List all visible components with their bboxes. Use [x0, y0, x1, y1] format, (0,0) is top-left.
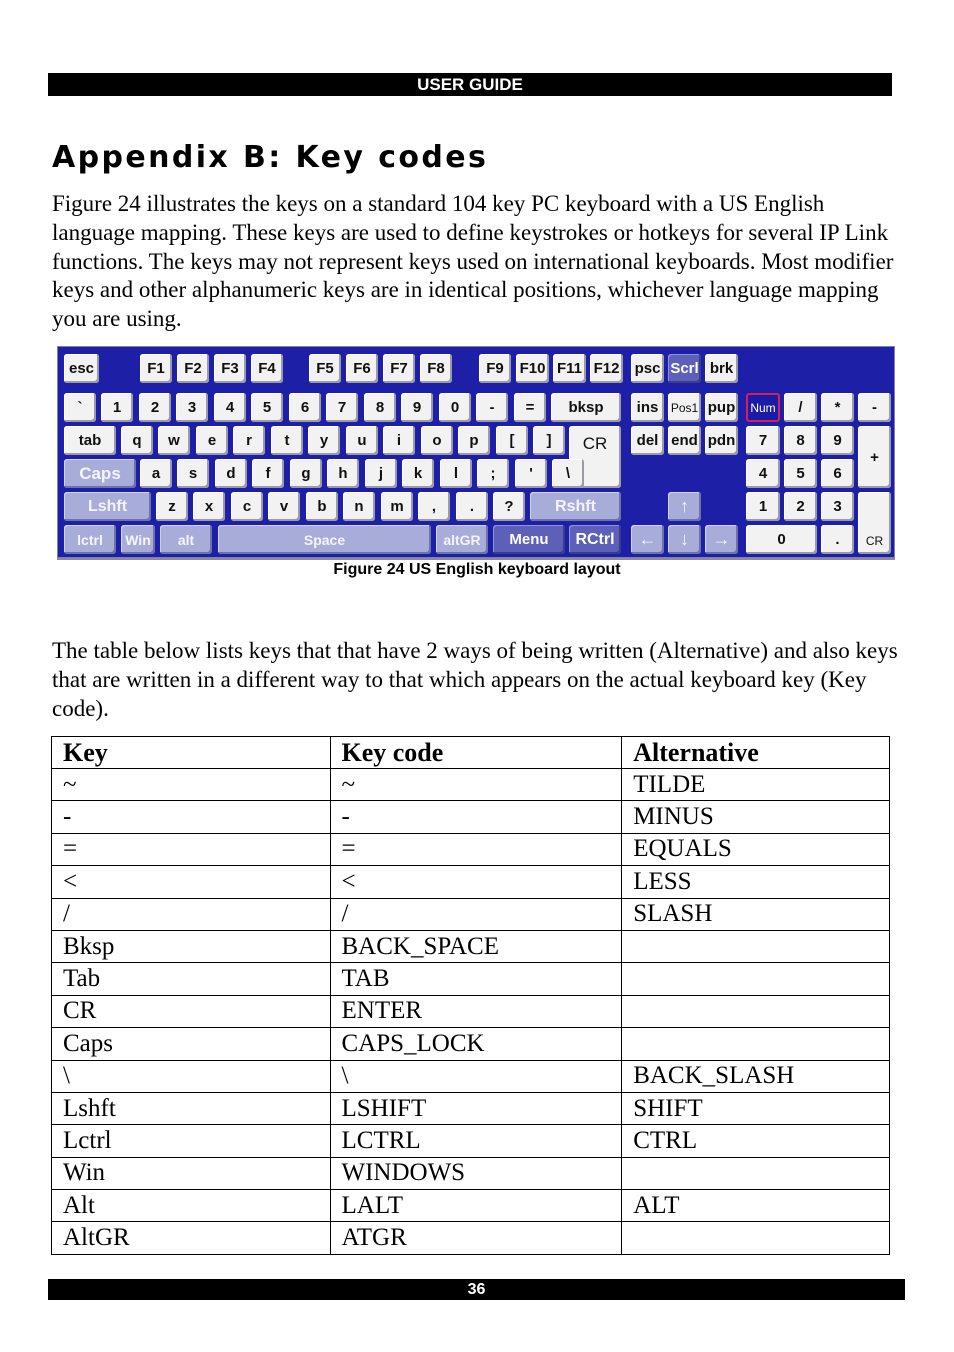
- key-f1: F1: [140, 354, 172, 383]
- cell-key: =: [52, 833, 331, 865]
- cell-key: Lctrl: [52, 1125, 331, 1157]
- cell-key-code: \: [330, 1060, 622, 1092]
- cell-key-code: CAPS_LOCK: [330, 1028, 622, 1060]
- cell-key: \: [52, 1060, 331, 1092]
- cell-key: Alt: [52, 1190, 331, 1222]
- cell-alternative: CTRL: [622, 1125, 890, 1157]
- key-numpad-2: 2: [784, 492, 817, 521]
- key-alt: alt: [160, 525, 212, 554]
- key-numpad-dot: .: [821, 525, 854, 554]
- key-codes-table: [51, 736, 890, 1255]
- cell-alternative: [622, 1028, 890, 1060]
- key-6: 6: [289, 393, 321, 422]
- figure-caption: Figure 24 US English keyboard layout: [333, 561, 621, 578]
- key-c: c: [231, 492, 263, 521]
- page-title: Appendix B: Key codes: [52, 140, 489, 175]
- key-caps: Caps: [64, 459, 136, 488]
- cell-alternative: SLASH: [622, 898, 890, 930]
- key-f: f: [252, 459, 284, 488]
- key-rbracket: ]: [533, 426, 565, 455]
- cell-alternative: [622, 930, 890, 962]
- key-d: d: [215, 459, 247, 488]
- cell-key-code: /: [330, 898, 622, 930]
- table-row: [52, 930, 890, 962]
- header-bar: [48, 73, 892, 96]
- key-j: j: [365, 459, 397, 488]
- key-numpad-plus: +: [858, 426, 891, 488]
- key-scrl: Scrl: [668, 354, 701, 383]
- key-1: 1: [101, 393, 133, 422]
- key-numpad-minus: -: [858, 393, 891, 422]
- table-row: [52, 833, 890, 865]
- key-9: 9: [401, 393, 433, 422]
- key-enter: CR: [569, 426, 621, 488]
- key-win: Win: [121, 525, 155, 554]
- key-7: 7: [326, 393, 358, 422]
- cell-alternative: [622, 963, 890, 995]
- key-numpad-3: 3: [821, 492, 854, 521]
- cell-key-code: WINDOWS: [330, 1157, 622, 1189]
- key-quote: ': [515, 459, 547, 488]
- key-z: z: [156, 492, 188, 521]
- key-numpad-4: 4: [746, 459, 780, 488]
- cell-key-code: <: [330, 866, 622, 898]
- key-8: 8: [364, 393, 396, 422]
- cell-key: <: [52, 866, 331, 898]
- header-key-code: Key code: [330, 737, 622, 769]
- key-altgr: altGR: [436, 525, 488, 554]
- key-f5: F5: [309, 354, 341, 383]
- cell-key-code: TAB: [330, 963, 622, 995]
- table-row: [52, 898, 890, 930]
- key-left-arrow-icon: ←: [631, 525, 664, 554]
- key-down-arrow-icon: ↓: [668, 525, 701, 554]
- cell-key: Win: [52, 1157, 331, 1189]
- table-header-row: [52, 737, 890, 769]
- key-q: q: [121, 426, 153, 455]
- table-row: [52, 866, 890, 898]
- key-e: e: [196, 426, 228, 455]
- key-s: s: [177, 459, 209, 488]
- key-pos1: Pos1: [668, 393, 701, 422]
- key-del: del: [631, 426, 664, 455]
- cell-key: Caps: [52, 1028, 331, 1060]
- key-3: 3: [176, 393, 208, 422]
- key-p: p: [458, 426, 490, 455]
- table-row: [52, 1125, 890, 1157]
- footer-bar: [48, 1279, 905, 1300]
- key-numpad-5: 5: [784, 459, 817, 488]
- table-row: [52, 801, 890, 833]
- key-lbracket: [: [496, 426, 528, 455]
- key-numpad-9: 9: [821, 426, 854, 455]
- key-space: Space: [218, 525, 431, 554]
- cell-alternative: ALT: [622, 1190, 890, 1222]
- table-row: [52, 1222, 890, 1254]
- key-pup: pup: [705, 393, 738, 422]
- key-o: o: [421, 426, 453, 455]
- key-f6: F6: [346, 354, 378, 383]
- key-numpad-enter: CR: [858, 492, 891, 554]
- key-i: i: [383, 426, 415, 455]
- cell-key-code: LCTRL: [330, 1125, 622, 1157]
- key-2: 2: [139, 393, 171, 422]
- cell-key: AltGR: [52, 1222, 331, 1254]
- cell-key-code: ~: [330, 769, 622, 801]
- intro-paragraph: Figure 24 illustrates the keys on a standard 104 key PC keyboard with a US English language mapping. These keys are used to define keystrokes or hotkeys for several IP Link functions. The keys may not represent keys used on international keyboards. Most modifier keys and other alphanumeric keys are in identical positions, whichever language mapping you are using.: [52, 191, 894, 332]
- cell-key: Bksp: [52, 930, 331, 962]
- key-numpad-star: *: [821, 393, 854, 422]
- table-row: [52, 1190, 890, 1222]
- keyboard-figure: [57, 346, 895, 558]
- table-row: [52, 1092, 890, 1124]
- key-numpad-7: 7: [746, 426, 780, 455]
- table-row: [52, 1028, 890, 1060]
- cell-key-code: =: [330, 833, 622, 865]
- key-f9: F9: [479, 354, 511, 383]
- key-n: n: [343, 492, 375, 521]
- key-backslash: \: [552, 459, 584, 488]
- key-numpad-slash: /: [784, 393, 817, 422]
- key-bksp: bksp: [551, 393, 621, 422]
- key-f10: F10: [516, 354, 549, 383]
- key-lshft: Lshft: [64, 492, 151, 521]
- key-0: 0: [439, 393, 471, 422]
- key-f11: F11: [553, 354, 586, 383]
- key-period: .: [456, 492, 488, 521]
- cell-key: -: [52, 801, 331, 833]
- cell-alternative: BACK_SLASH: [622, 1060, 890, 1092]
- key-numpad-0: 0: [746, 525, 817, 554]
- cell-key: /: [52, 898, 331, 930]
- key-lctrl: lctrl: [64, 525, 116, 554]
- table-row: [52, 1157, 890, 1189]
- cell-alternative: MINUS: [622, 801, 890, 833]
- key-b: b: [306, 492, 338, 521]
- header-key: Key: [52, 737, 331, 769]
- table-row: [52, 995, 890, 1027]
- cell-key: Lshft: [52, 1092, 331, 1124]
- key-4: 4: [214, 393, 246, 422]
- key-pdn: pdn: [705, 426, 738, 455]
- cell-key-code: -: [330, 801, 622, 833]
- key-l: l: [440, 459, 472, 488]
- key-f12: F12: [590, 354, 623, 383]
- cell-key-code: BACK_SPACE: [330, 930, 622, 962]
- cell-key: Tab: [52, 963, 331, 995]
- table-row: [52, 769, 890, 801]
- key-tab: tab: [64, 426, 116, 455]
- key-psc: psc: [631, 354, 664, 383]
- key-r: r: [233, 426, 265, 455]
- header-alternative: Alternative: [622, 737, 890, 769]
- cell-alternative: EQUALS: [622, 833, 890, 865]
- key-f7: F7: [383, 354, 415, 383]
- cell-key-code: LALT: [330, 1190, 622, 1222]
- key-up-arrow-icon: ↑: [668, 492, 701, 521]
- key-5: 5: [251, 393, 283, 422]
- table-intro-paragraph: The table below lists keys that that have 2 ways of being written (Alternative) and also keys that are written in a different way to that which appears on the actual keyboard key (Key code).: [52, 638, 898, 721]
- table-row: [52, 963, 890, 995]
- page-number: 36: [467, 1281, 486, 1298]
- key-f2: F2: [177, 354, 209, 383]
- cell-alternative: LESS: [622, 866, 890, 898]
- key-esc: esc: [64, 354, 99, 383]
- key-m: m: [381, 492, 413, 521]
- key-brk: brk: [705, 354, 738, 383]
- key-rctrl: RCtrl: [569, 525, 621, 554]
- cell-key-code: ENTER: [330, 995, 622, 1027]
- header-title: USER GUIDE: [417, 75, 523, 94]
- key-y: y: [308, 426, 340, 455]
- table-row: [52, 1060, 890, 1092]
- cell-alternative: [622, 1157, 890, 1189]
- key-num: Num: [746, 393, 780, 422]
- cell-key: CR: [52, 995, 331, 1027]
- key-comma: ,: [418, 492, 450, 521]
- key-f4: F4: [251, 354, 283, 383]
- cell-key-code: LSHIFT: [330, 1092, 622, 1124]
- key-t: t: [271, 426, 303, 455]
- key-ins: ins: [631, 393, 664, 422]
- cell-alternative: [622, 995, 890, 1027]
- key-end: end: [668, 426, 701, 455]
- key-w: w: [158, 426, 190, 455]
- key-u: u: [346, 426, 378, 455]
- key-backtick: `: [64, 393, 96, 422]
- key-minus: -: [476, 393, 508, 422]
- key-x: x: [193, 492, 225, 521]
- key-h: h: [327, 459, 359, 488]
- cell-alternative: SHIFT: [622, 1092, 890, 1124]
- cell-key-code: ATGR: [330, 1222, 622, 1254]
- key-equals: =: [514, 393, 546, 422]
- key-k: k: [402, 459, 434, 488]
- key-a: a: [140, 459, 172, 488]
- key-numpad-1: 1: [746, 492, 780, 521]
- key-v: v: [268, 492, 300, 521]
- key-g: g: [290, 459, 322, 488]
- key-f8: F8: [420, 354, 452, 383]
- key-question: ?: [493, 492, 525, 521]
- key-rshft: Rshft: [530, 492, 621, 521]
- key-numpad-8: 8: [784, 426, 817, 455]
- cell-alternative: TILDE: [622, 769, 890, 801]
- cell-key: ~: [52, 769, 331, 801]
- key-semicolon: ;: [477, 459, 509, 488]
- key-menu: Menu: [493, 525, 565, 554]
- key-f3: F3: [214, 354, 246, 383]
- key-right-arrow-icon: →: [705, 525, 738, 554]
- cell-alternative: [622, 1222, 890, 1254]
- key-numpad-6: 6: [821, 459, 854, 488]
